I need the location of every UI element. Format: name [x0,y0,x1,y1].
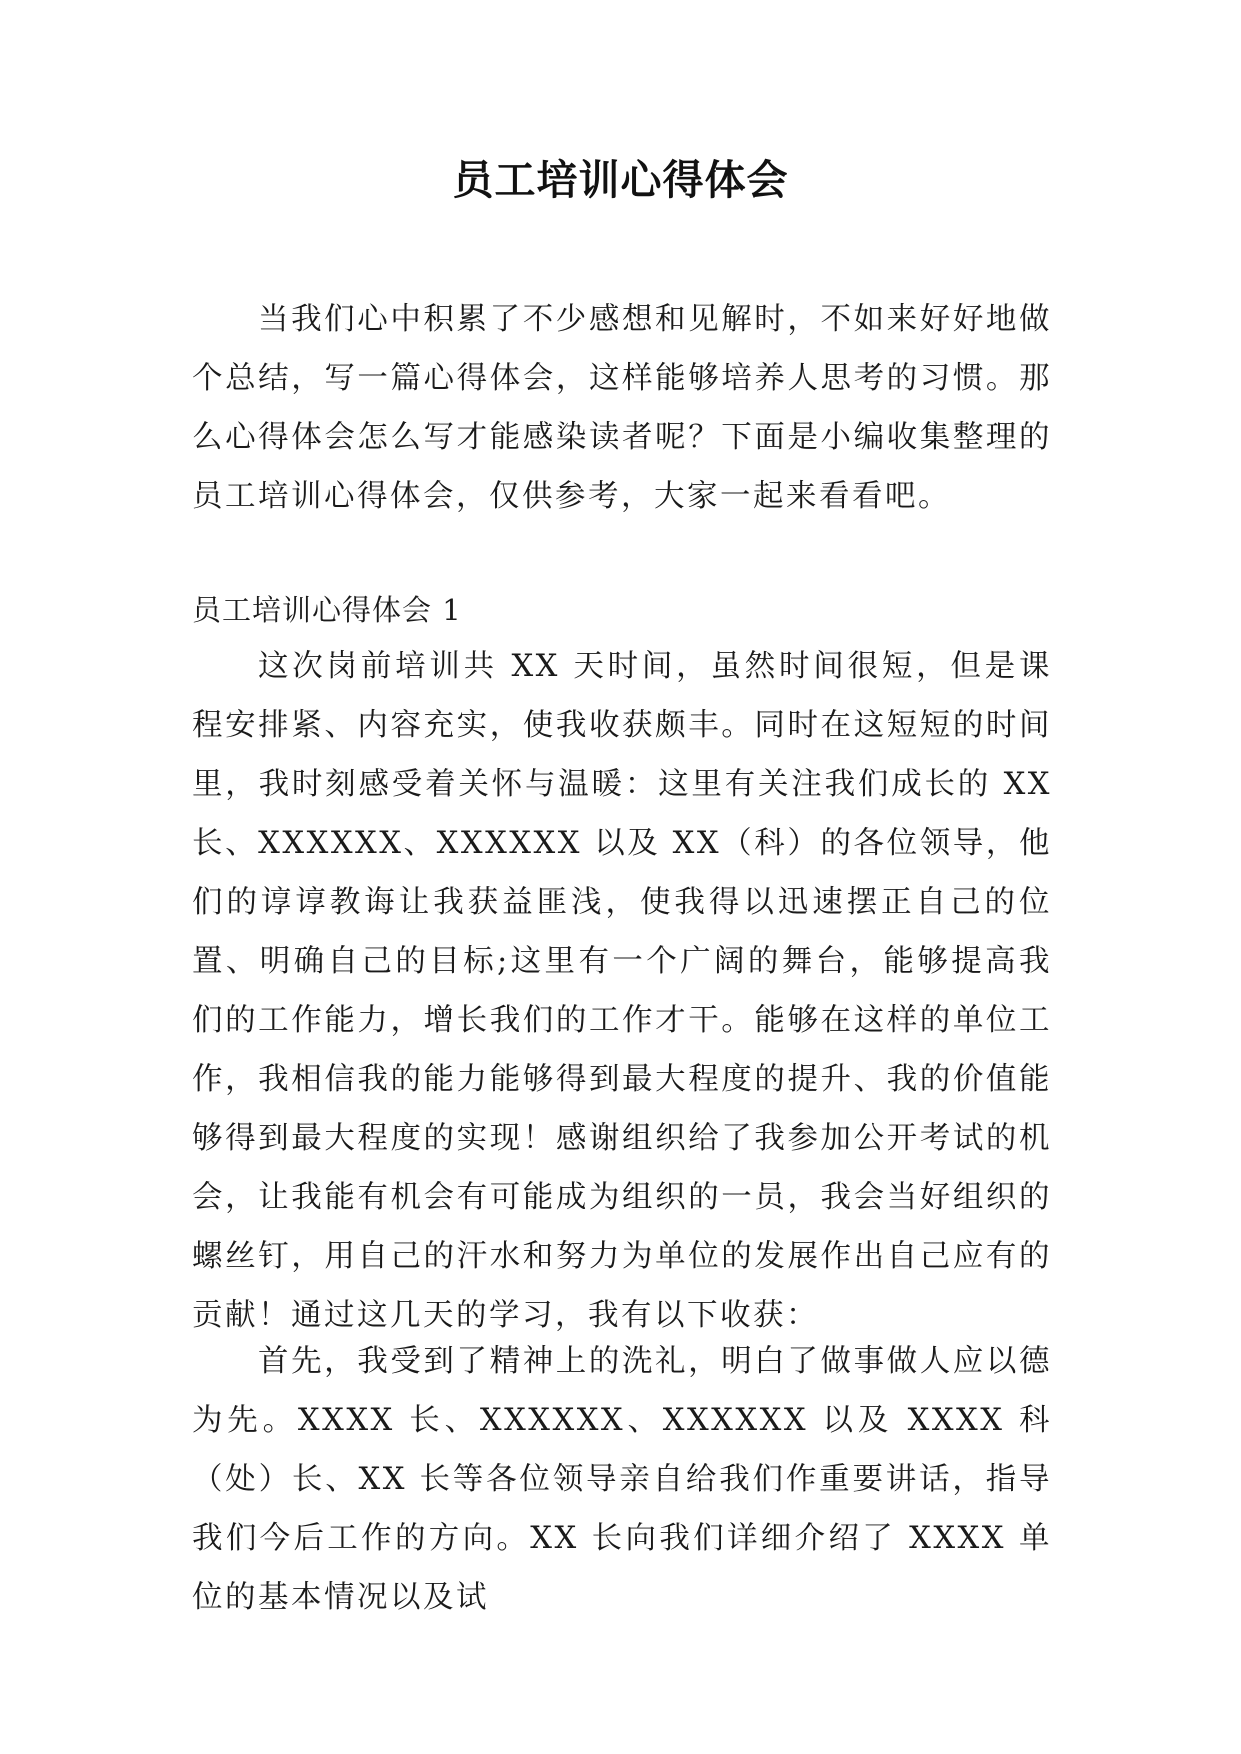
intro-paragraph: 当我们心中积累了不少感想和见解时，不如来好好地做个总结，写一篇心得体会，这样能够培养人思考的习惯。那么心得体会怎么写才能感染读者呢？下面是小编收集整理的员工培训心得体会，仅供参考，大家一起来看看吧。 [192,302,1052,514]
document-title: 员工培训心得体会 [452,156,789,204]
section-heading: 员工培训心得体会 1 [192,593,462,627]
body-paragraph: 这次岗前培训共 XX 天时间，虽然时间很短，但是课程安排紧、内容充实，使我收获颇丰。同时在这短短的时间里，我时刻感受着关怀与温暖：这里有关注我们成长的 XX 长、XXXXXX、XXXXXX 以及 XX（科）的各位领导，他们的谆谆教诲让我获益匪浅，使我得以迅速摆正自己的位置、明确自己的目标;这里有一个广阔的舞台，能够提高我们的工作能力，增长我们的工作才干。能够在这样的单位工作，我相信我的能力能够得到最大程度的提升、我的价值能够得到最大程度的实现！感谢组织给了我参加公开考试的机会，让我能有机会有可能成为组织的一员，我会当好组织的螺丝钉，用自己的汗水和努力为单位的发展作出自己应有的贡献！通过这几天的学习，我有以下收获： [192,649,1052,1333]
body-paragraph: 首先，我受到了精神上的洗礼，明白了做事做人应以德为先。XXXX 长、XXXXXX、XXXXXX 以及 XXXX 科（处）长、XX 长等各位领导亲自给我们作重要讲话，指导我们今后工作的方向。XX 长向我们详细介绍了 XXXX 单位的基本情况以及试 [192,1344,1052,1615]
